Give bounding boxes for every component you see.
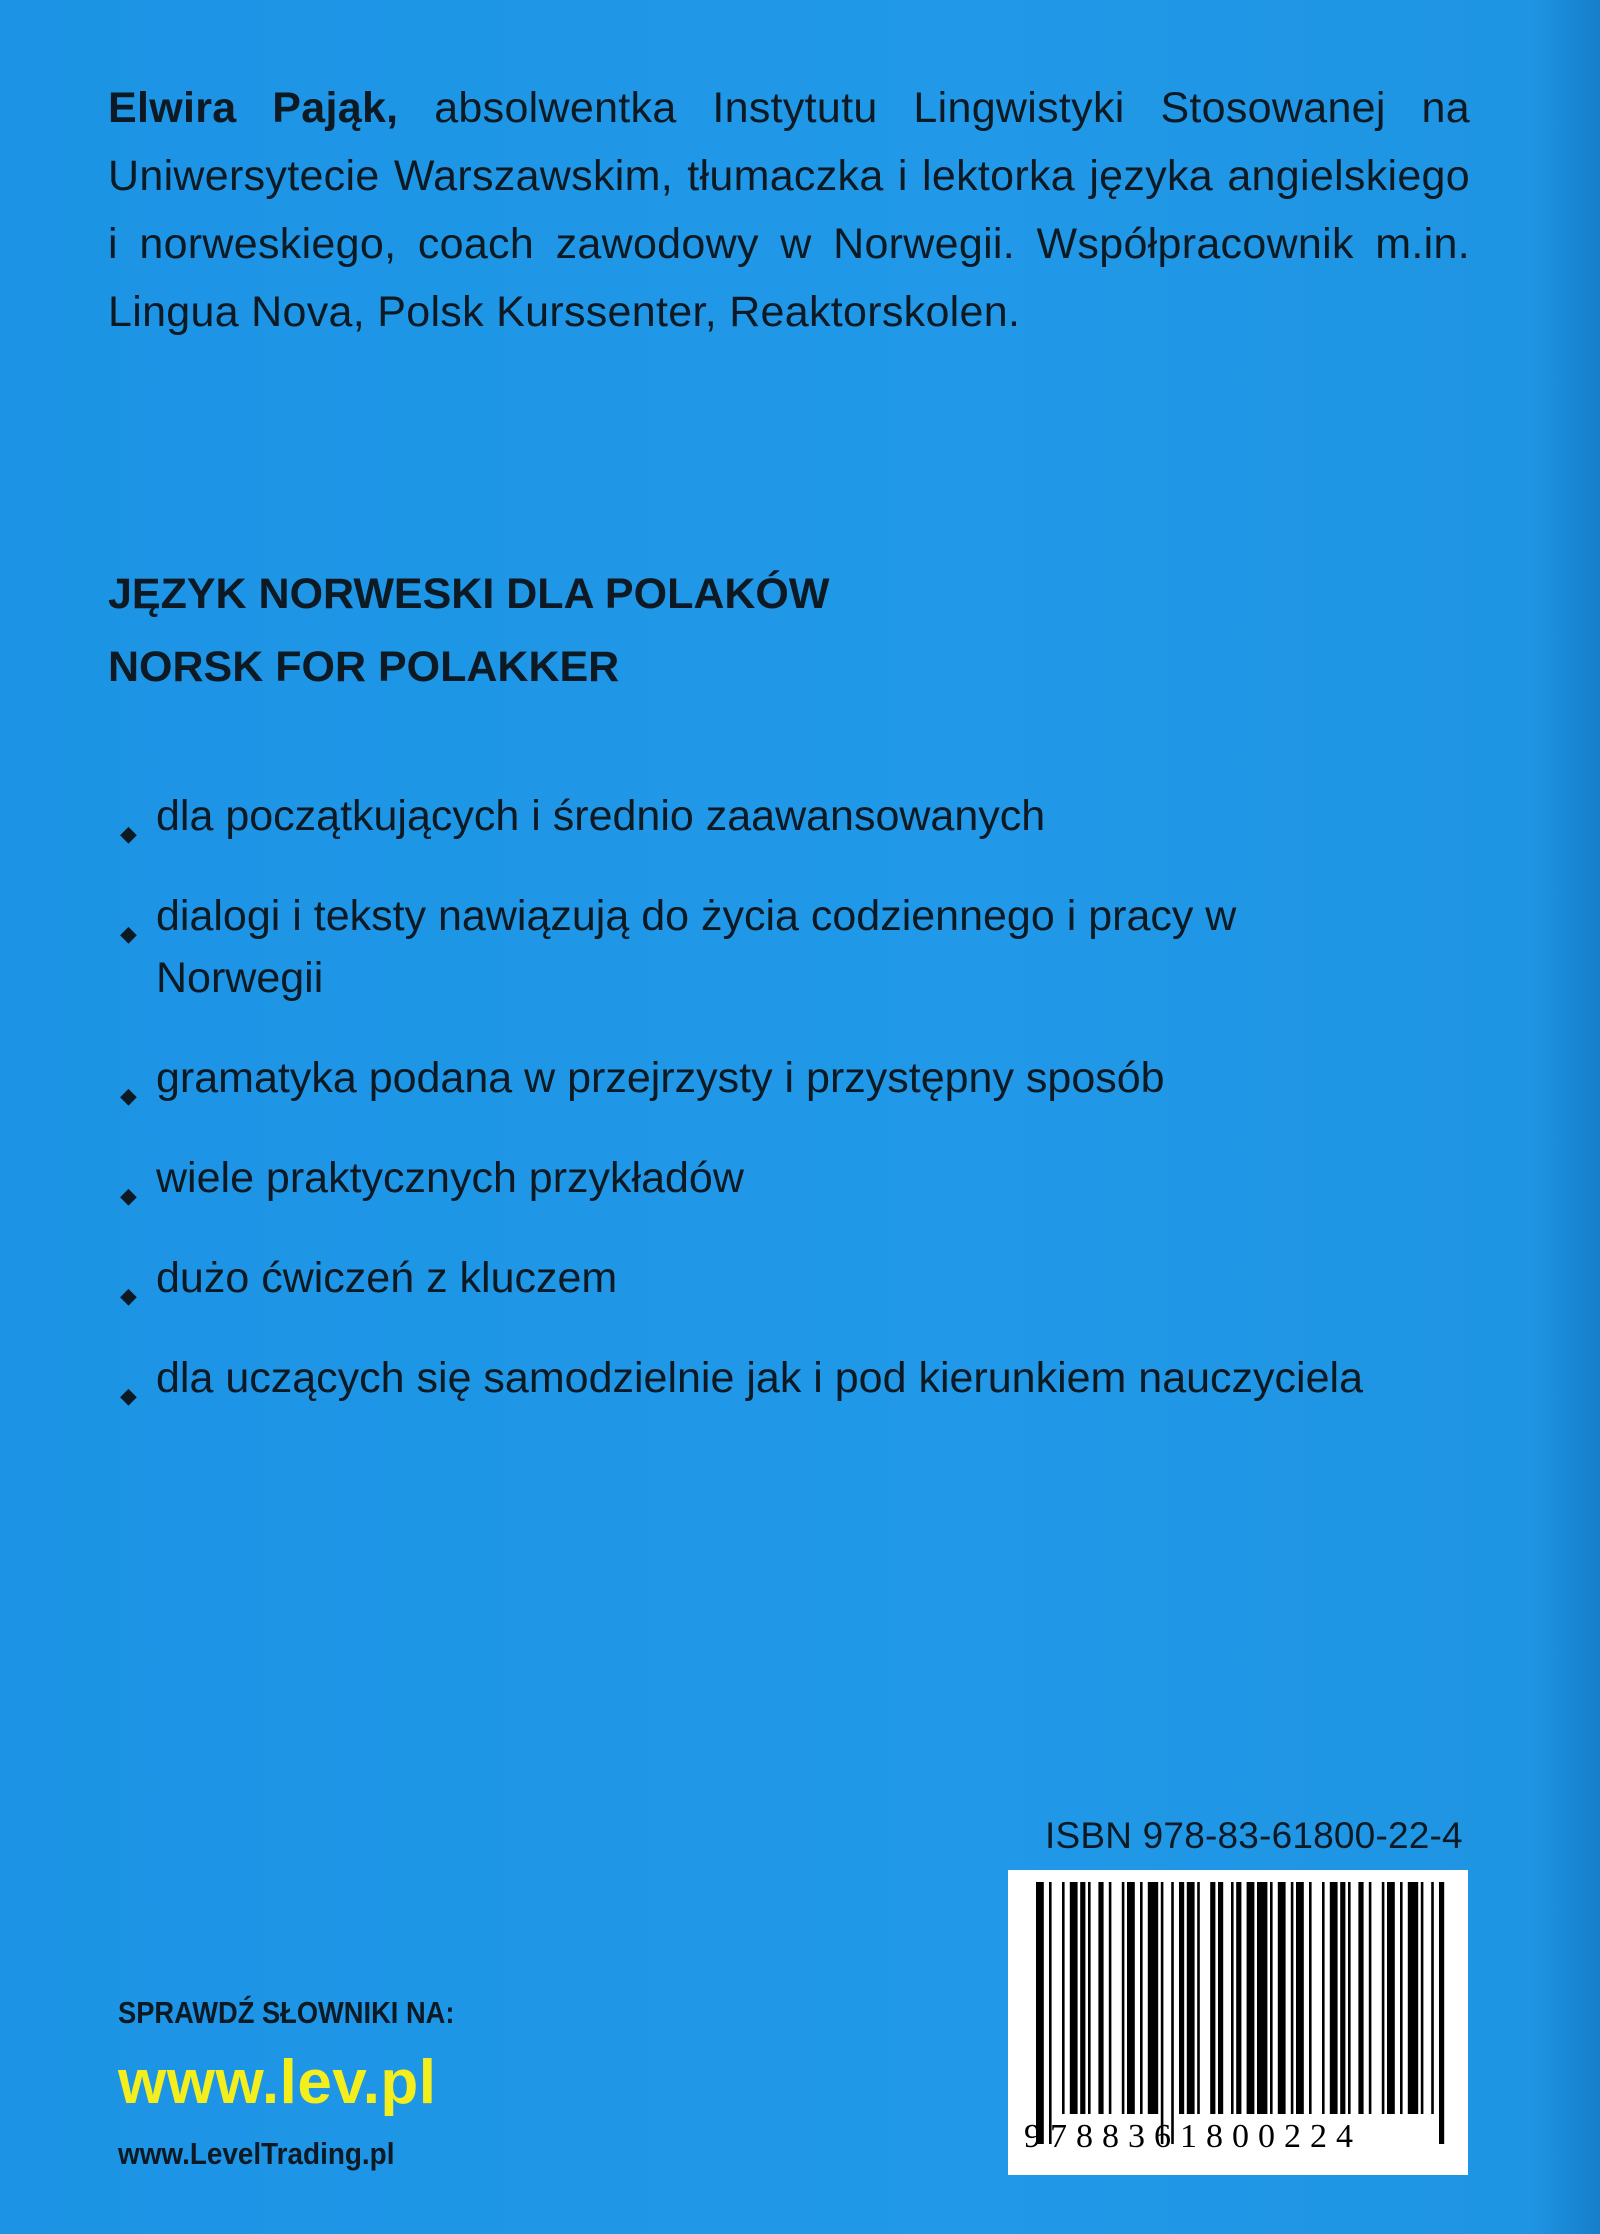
barcode-bar — [1322, 1882, 1325, 2114]
barcode-bar — [1070, 1882, 1078, 2114]
barcode-bar — [1369, 1882, 1372, 2114]
feature-item: ◆ dla początkujących i średnio zaawansowanych — [118, 785, 1538, 847]
title-norwegian: NORSK FOR POLAKKER — [108, 643, 620, 691]
barcode-bar — [1187, 1882, 1195, 2114]
barcode-bar — [1291, 1882, 1294, 2114]
diamond-bullet-icon: ◆ — [120, 1183, 137, 1208]
cover-edge-shadow — [1530, 0, 1600, 2234]
barcode-bar — [1218, 1882, 1223, 2114]
barcode-bar — [1309, 1882, 1312, 2114]
barcode-bar — [1036, 1882, 1044, 2144]
barcode-bars-icon — [1008, 1870, 1468, 2150]
barcode-bar — [1088, 1882, 1091, 2114]
barcode-bar — [1231, 1882, 1234, 2114]
barcode-bar — [1348, 1882, 1351, 2114]
barcode-bar — [1421, 1882, 1424, 2114]
barcode-bar — [1270, 1882, 1273, 2114]
feature-list — [118, 785, 1538, 1447]
barcode-bar — [1439, 1882, 1444, 2144]
diamond-bullet-icon: ◆ — [120, 1083, 137, 1108]
barcode-bar — [1161, 1882, 1164, 2144]
barcode-bar — [1408, 1882, 1418, 2114]
barcode-bar — [1247, 1882, 1255, 2114]
barcode-bar — [1330, 1882, 1338, 2114]
barcode-bar — [1080, 1882, 1085, 2114]
barcode-bar — [1140, 1882, 1143, 2114]
title-polish: JĘZYK NORWESKI DLA POLAKÓW — [108, 570, 830, 618]
barcode-bar — [1340, 1882, 1345, 2114]
diamond-bullet-icon: ◆ — [120, 921, 137, 946]
isbn-number: ISBN 978-83-61800-22-4 — [1045, 1815, 1463, 1856]
book-titles — [108, 558, 829, 704]
barcode-bar — [1382, 1882, 1385, 2114]
barcode-bar — [1358, 1882, 1363, 2114]
barcode-bar — [1049, 1882, 1052, 2144]
feature-item: ◆ dla uczących się samodzielnie jak i pod kierunkiem nauczyciela — [118, 1347, 1538, 1409]
feature-item: ◆ dialogi i teksty nawiązują do życia codziennego i pracy w Norwegii — [120, 892, 1237, 1002]
barcode-bar — [1431, 1882, 1434, 2114]
author-bio-text: absolwentka Instytutu Lingwistyki Stosowanej na Uniwersytecie Warszawskim, tłumaczka i lektorka języka angielskiego i norweskiego, coach zawodowy w Norwegii. Współpracownik m.in. Lingua Nova, Polsk Kurssenter, Reaktorskolen. — [108, 84, 1470, 336]
barcode-bar — [1109, 1882, 1112, 2114]
barcode-bar — [1127, 1882, 1135, 2114]
feature-item: ◆ dużo ćwiczeń z kluczem — [118, 1247, 1538, 1309]
barcode-bar — [1296, 1882, 1304, 2114]
barcode-digits: 9788361800224 — [1024, 2118, 1362, 2155]
barcode-bar — [1400, 1882, 1403, 2114]
barcode-bar — [1236, 1882, 1241, 2114]
author-name: Elwira Pająk, — [108, 84, 399, 132]
barcode-bar — [1148, 1882, 1158, 2114]
feature-item: ◆ gramatyka podana w przejrzysty i przystępny sposób — [118, 1047, 1538, 1109]
check-dictionaries-label: SPRAWDŹ SŁOWNIKI NA: — [118, 1995, 455, 2030]
barcode-bar — [1171, 1882, 1174, 2144]
author-bio — [108, 74, 1470, 346]
barcode-bar — [1122, 1882, 1125, 2114]
barcode-bar — [1278, 1882, 1286, 2114]
website-link-main[interactable]: www.lev.pl — [118, 2048, 437, 2117]
barcode-bar — [1210, 1882, 1215, 2114]
diamond-bullet-icon: ◆ — [120, 821, 137, 846]
barcode-bar — [1387, 1882, 1395, 2114]
barcode-bar — [1062, 1882, 1065, 2114]
diamond-bullet-icon: ◆ — [120, 1283, 137, 1308]
barcode — [1008, 1870, 1468, 2175]
feature-item: ◆ wiele praktycznych przykładów — [118, 1147, 1538, 1209]
barcode-bar — [1257, 1882, 1267, 2114]
barcode-bar — [1179, 1882, 1184, 2114]
barcode-bar — [1098, 1882, 1103, 2114]
diamond-bullet-icon: ◆ — [120, 1383, 137, 1408]
website-link-secondary[interactable]: www.LevelTrading.pl — [118, 2136, 395, 2171]
barcode-bar — [1197, 1882, 1200, 2114]
